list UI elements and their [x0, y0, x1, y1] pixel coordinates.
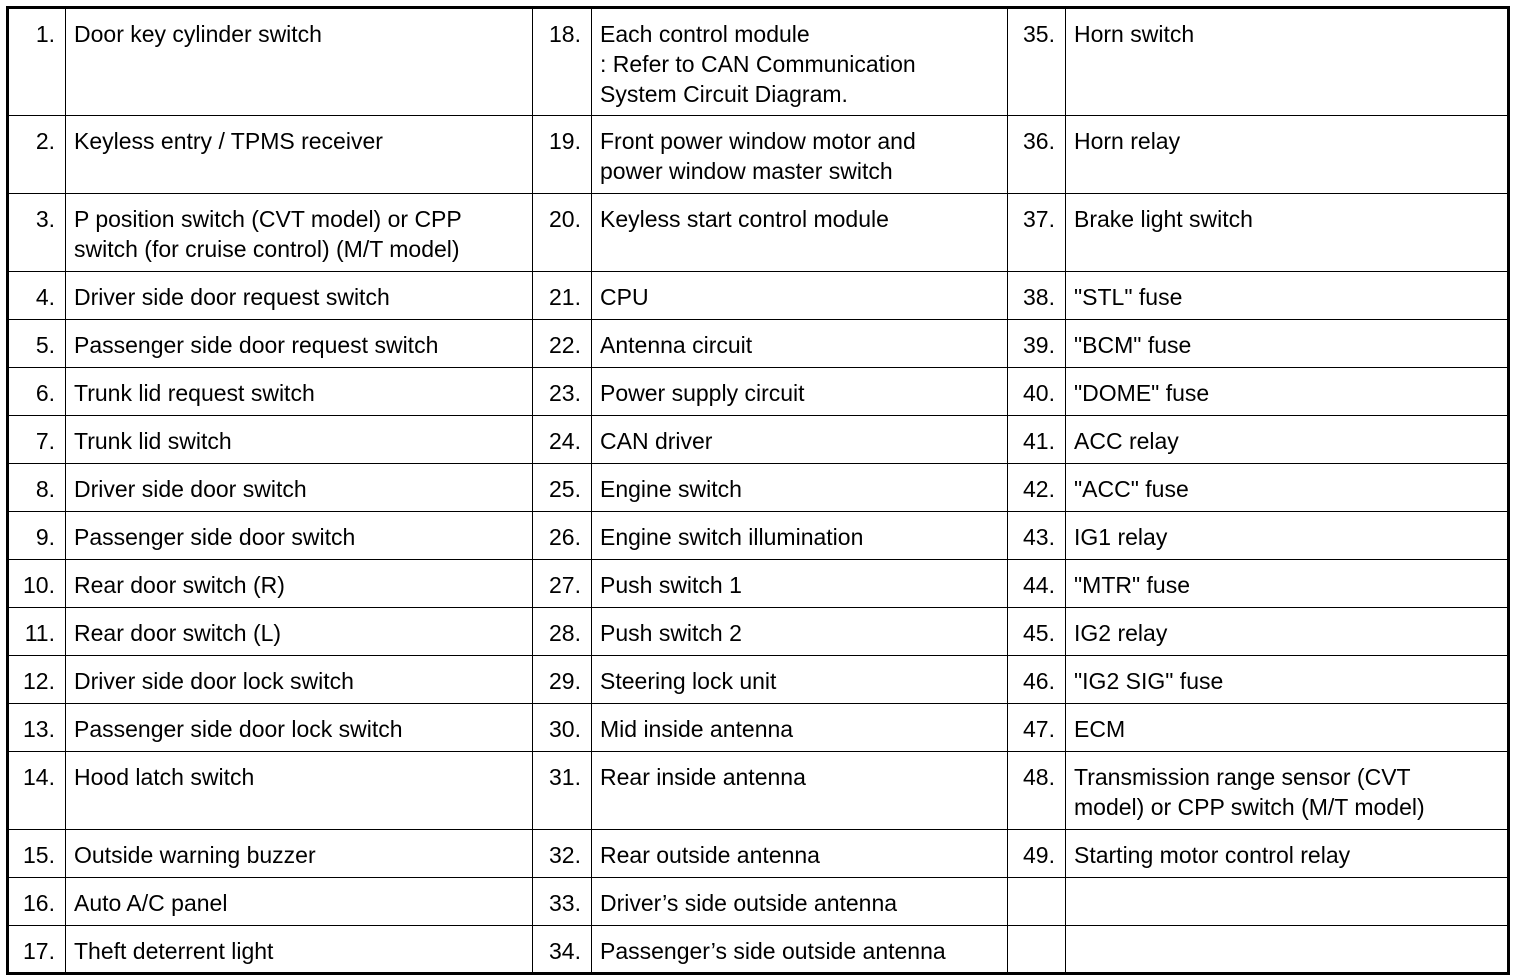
- item-description-cell: [66, 926, 533, 974]
- item-description: "IG2 SIG" fuse: [1074, 668, 1224, 694]
- component-legend-table: [6, 6, 1510, 975]
- item-number-cell: [533, 878, 592, 926]
- item-number-cell: [8, 368, 66, 416]
- item-number-cell: [1008, 272, 1066, 320]
- item-description: Each control module : Refer to CAN Communication System Circuit Diagram.: [600, 21, 916, 107]
- item-number-cell: [1008, 704, 1066, 752]
- item-description-cell: [66, 272, 533, 320]
- item-number-cell: [1008, 512, 1066, 560]
- item-description: "ACC" fuse: [1074, 476, 1189, 502]
- item-number: 34.: [549, 938, 581, 964]
- legend-row: [8, 830, 1509, 878]
- item-description: Driver’s side outside antenna: [600, 890, 898, 916]
- item-number-cell: [533, 272, 592, 320]
- item-description: "STL" fuse: [1074, 284, 1183, 310]
- item-description-cell: [592, 116, 1008, 194]
- item-description: Auto A/C panel: [74, 890, 228, 916]
- item-number: 5.: [35, 332, 55, 358]
- item-number: 43.: [1023, 524, 1055, 550]
- item-description-cell: [592, 272, 1008, 320]
- item-description-cell: [1066, 704, 1509, 752]
- item-number-cell: [1008, 320, 1066, 368]
- item-description: Engine switch: [600, 476, 742, 502]
- item-number: 28.: [549, 620, 581, 646]
- item-description-cell: [1066, 878, 1509, 926]
- legend-row: [8, 194, 1509, 272]
- item-description: CPU: [600, 284, 649, 310]
- legend-row: [8, 416, 1509, 464]
- item-description-cell: [592, 608, 1008, 656]
- item-number-cell: [1008, 608, 1066, 656]
- item-number: 32.: [549, 842, 581, 868]
- item-description: Rear outside antenna: [600, 842, 820, 868]
- item-number-cell: [1008, 464, 1066, 512]
- item-description: P position switch (CVT model) or CPP switch (for cruise control) (M/T model): [74, 206, 462, 262]
- item-number-cell: [8, 194, 66, 272]
- item-description: Keyless entry / TPMS receiver: [74, 128, 383, 154]
- item-description-cell: [66, 878, 533, 926]
- item-description-cell: [592, 464, 1008, 512]
- item-description-cell: [1066, 320, 1509, 368]
- item-description: IG2 relay: [1074, 620, 1168, 646]
- item-number-cell: [8, 878, 66, 926]
- item-description: ACC relay: [1074, 428, 1179, 454]
- item-number-cell: [1008, 926, 1066, 974]
- legend-row: [8, 608, 1509, 656]
- item-description-cell: [66, 116, 533, 194]
- item-number: 47.: [1023, 716, 1055, 742]
- item-number-cell: [533, 830, 592, 878]
- item-description: Driver side door lock switch: [74, 668, 354, 694]
- item-description: Brake light switch: [1074, 206, 1253, 232]
- item-number: 27.: [549, 572, 581, 598]
- item-description-cell: [592, 926, 1008, 974]
- item-description-cell: [592, 830, 1008, 878]
- item-number-cell: [1008, 8, 1066, 116]
- item-description-cell: [1066, 368, 1509, 416]
- item-description-cell: [1066, 512, 1509, 560]
- item-number: 30.: [549, 716, 581, 742]
- item-description: Passenger side door lock switch: [74, 716, 403, 742]
- item-description-cell: [592, 320, 1008, 368]
- item-number-cell: [8, 8, 66, 116]
- item-number-cell: [8, 830, 66, 878]
- item-description-cell: [592, 512, 1008, 560]
- item-number: 25.: [549, 476, 581, 502]
- item-number: 42.: [1023, 476, 1055, 502]
- item-number: 35.: [1023, 21, 1055, 47]
- item-description-cell: [66, 512, 533, 560]
- item-description: Power supply circuit: [600, 380, 805, 406]
- item-description-cell: [1066, 560, 1509, 608]
- item-number: 11.: [24, 620, 55, 646]
- legend-row: [8, 752, 1509, 830]
- item-number: 18.: [549, 21, 581, 47]
- item-number-cell: [8, 560, 66, 608]
- item-number-cell: [1008, 560, 1066, 608]
- item-description: Trunk lid switch: [74, 428, 232, 454]
- item-number-cell: [8, 656, 66, 704]
- item-number: 45.: [1023, 620, 1055, 646]
- item-description-cell: [66, 8, 533, 116]
- item-description-cell: [1066, 116, 1509, 194]
- item-number-cell: [533, 464, 592, 512]
- item-description: "BCM" fuse: [1074, 332, 1192, 358]
- item-description: Front power window motor and power window master switch: [600, 128, 916, 184]
- item-number: 20.: [549, 206, 581, 232]
- item-number: 41.: [1023, 428, 1055, 454]
- item-description-cell: [1066, 464, 1509, 512]
- item-number-cell: [533, 116, 592, 194]
- item-description: Passenger side door switch: [74, 524, 356, 550]
- item-description-cell: [66, 704, 533, 752]
- item-description-cell: [66, 320, 533, 368]
- item-description-cell: [66, 656, 533, 704]
- item-number-cell: [1008, 368, 1066, 416]
- legend-row: [8, 368, 1509, 416]
- item-description: Door key cylinder switch: [74, 21, 322, 47]
- legend-body: [8, 8, 1509, 974]
- item-number-cell: [533, 926, 592, 974]
- item-number: 33.: [549, 890, 581, 916]
- item-description-cell: [66, 464, 533, 512]
- item-number-cell: [533, 560, 592, 608]
- item-number-cell: [8, 416, 66, 464]
- item-number: 1.: [35, 21, 55, 47]
- item-number-cell: [8, 608, 66, 656]
- item-number-cell: [533, 752, 592, 830]
- item-number-cell: [533, 368, 592, 416]
- item-number-cell: [1008, 878, 1066, 926]
- item-number-cell: [533, 656, 592, 704]
- item-number-cell: [1008, 830, 1066, 878]
- item-description-cell: [592, 368, 1008, 416]
- item-description: Keyless start control module: [600, 206, 889, 232]
- item-description-cell: [66, 368, 533, 416]
- item-description-cell: [592, 194, 1008, 272]
- item-number-cell: [533, 8, 592, 116]
- item-number-cell: [8, 464, 66, 512]
- legend-row: [8, 560, 1509, 608]
- item-description: Antenna circuit: [600, 332, 753, 358]
- legend-row: [8, 464, 1509, 512]
- item-number: 6.: [35, 380, 55, 406]
- item-number: 26.: [549, 524, 581, 550]
- item-description-cell: [592, 8, 1008, 116]
- legend-row: [8, 512, 1509, 560]
- legend-row: [8, 8, 1509, 116]
- item-description-cell: [1066, 656, 1509, 704]
- item-description-cell: [66, 608, 533, 656]
- item-description: Rear inside antenna: [600, 764, 806, 790]
- item-number: 36.: [1023, 128, 1055, 154]
- item-number: 49.: [1023, 842, 1055, 868]
- item-number-cell: [8, 704, 66, 752]
- item-number-cell: [1008, 416, 1066, 464]
- item-description-cell: [66, 194, 533, 272]
- item-description: Steering lock unit: [600, 668, 777, 694]
- item-number: 22.: [549, 332, 581, 358]
- legend-row: [8, 272, 1509, 320]
- item-number: 19.: [549, 128, 581, 154]
- item-number-cell: [8, 512, 66, 560]
- legend-row: [8, 320, 1509, 368]
- item-description-cell: [66, 560, 533, 608]
- item-description-cell: [66, 830, 533, 878]
- item-description-cell: [1066, 416, 1509, 464]
- item-description: Rear door switch (L): [74, 620, 282, 646]
- item-description: Driver side door switch: [74, 476, 307, 502]
- item-number-cell: [1008, 752, 1066, 830]
- item-description: "DOME" fuse: [1074, 380, 1210, 406]
- item-number-cell: [533, 320, 592, 368]
- item-description: IG1 relay: [1074, 524, 1168, 550]
- item-number: 44.: [1023, 572, 1055, 598]
- item-number-cell: [8, 272, 66, 320]
- item-number-cell: [8, 320, 66, 368]
- item-description: Push switch 1: [600, 572, 742, 598]
- item-description: ECM: [1074, 716, 1126, 742]
- item-number: 23.: [549, 380, 581, 406]
- item-description: Horn relay: [1074, 128, 1181, 154]
- item-description-cell: [592, 878, 1008, 926]
- item-description: Passenger side door request switch: [74, 332, 439, 358]
- item-description: Outside warning buzzer: [74, 842, 316, 868]
- item-description: Engine switch illumination: [600, 524, 864, 550]
- item-number-cell: [8, 116, 66, 194]
- item-description-cell: [1066, 830, 1509, 878]
- item-description-cell: [66, 416, 533, 464]
- item-description: Mid inside antenna: [600, 716, 794, 742]
- item-description-cell: [1066, 752, 1509, 830]
- item-number-cell: [533, 608, 592, 656]
- item-number: 24.: [549, 428, 581, 454]
- item-number: 40.: [1023, 380, 1055, 406]
- item-description: CAN driver: [600, 428, 713, 454]
- item-number: 16.: [23, 890, 55, 916]
- legend-row: [8, 704, 1509, 752]
- legend-row: [8, 878, 1509, 926]
- item-number: 15.: [23, 842, 55, 868]
- item-description-cell: [1066, 608, 1509, 656]
- item-description-cell: [592, 656, 1008, 704]
- item-number: 39.: [1023, 332, 1055, 358]
- item-description: Theft deterrent light: [74, 938, 274, 964]
- item-number-cell: [1008, 656, 1066, 704]
- item-description: Rear door switch (R): [74, 572, 285, 598]
- item-number-cell: [1008, 194, 1066, 272]
- item-description-cell: [592, 416, 1008, 464]
- item-description: Transmission range sensor (CVT model) or CPP switch (M/T model): [1074, 764, 1425, 820]
- item-number: 7.: [35, 428, 55, 454]
- item-description-cell: [1066, 194, 1509, 272]
- item-number-cell: [533, 704, 592, 752]
- item-description: "MTR" fuse: [1074, 572, 1191, 598]
- item-number: 48.: [1023, 764, 1055, 790]
- item-description: Horn switch: [1074, 21, 1195, 47]
- item-description: Driver side door request switch: [74, 284, 390, 310]
- item-description: Hood latch switch: [74, 764, 255, 790]
- item-description-cell: [592, 560, 1008, 608]
- item-number-cell: [1008, 116, 1066, 194]
- item-description-cell: [1066, 272, 1509, 320]
- item-number: 29.: [549, 668, 581, 694]
- item-number-cell: [533, 416, 592, 464]
- item-number: 21.: [549, 284, 581, 310]
- legend-row: [8, 116, 1509, 194]
- item-number: 2.: [35, 128, 55, 154]
- legend-row: [8, 656, 1509, 704]
- item-number: 10.: [23, 572, 55, 598]
- legend-row: [8, 926, 1509, 974]
- item-number: 46.: [1023, 668, 1055, 694]
- item-number-cell: [533, 512, 592, 560]
- item-number: 8.: [35, 476, 55, 502]
- item-number: 9.: [35, 524, 55, 550]
- item-number: 17.: [23, 938, 55, 964]
- item-description: Passenger’s side outside antenna: [600, 938, 946, 964]
- item-description-cell: [592, 752, 1008, 830]
- item-number-cell: [8, 926, 66, 974]
- item-number-cell: [8, 752, 66, 830]
- item-number: 38.: [1023, 284, 1055, 310]
- item-description-cell: [1066, 926, 1509, 974]
- item-number: 3.: [35, 206, 55, 232]
- item-description-cell: [592, 704, 1008, 752]
- item-number-cell: [533, 194, 592, 272]
- item-number: 37.: [1023, 206, 1055, 232]
- item-number: 31.: [549, 764, 581, 790]
- item-description: Push switch 2: [600, 620, 742, 646]
- item-number: 13.: [23, 716, 55, 742]
- item-number: 12.: [23, 668, 55, 694]
- item-description-cell: [1066, 8, 1509, 116]
- item-description-cell: [66, 752, 533, 830]
- item-number: 4.: [35, 284, 55, 310]
- item-description: Trunk lid request switch: [74, 380, 315, 406]
- item-description: Starting motor control relay: [1074, 842, 1351, 868]
- item-number: 14.: [23, 764, 55, 790]
